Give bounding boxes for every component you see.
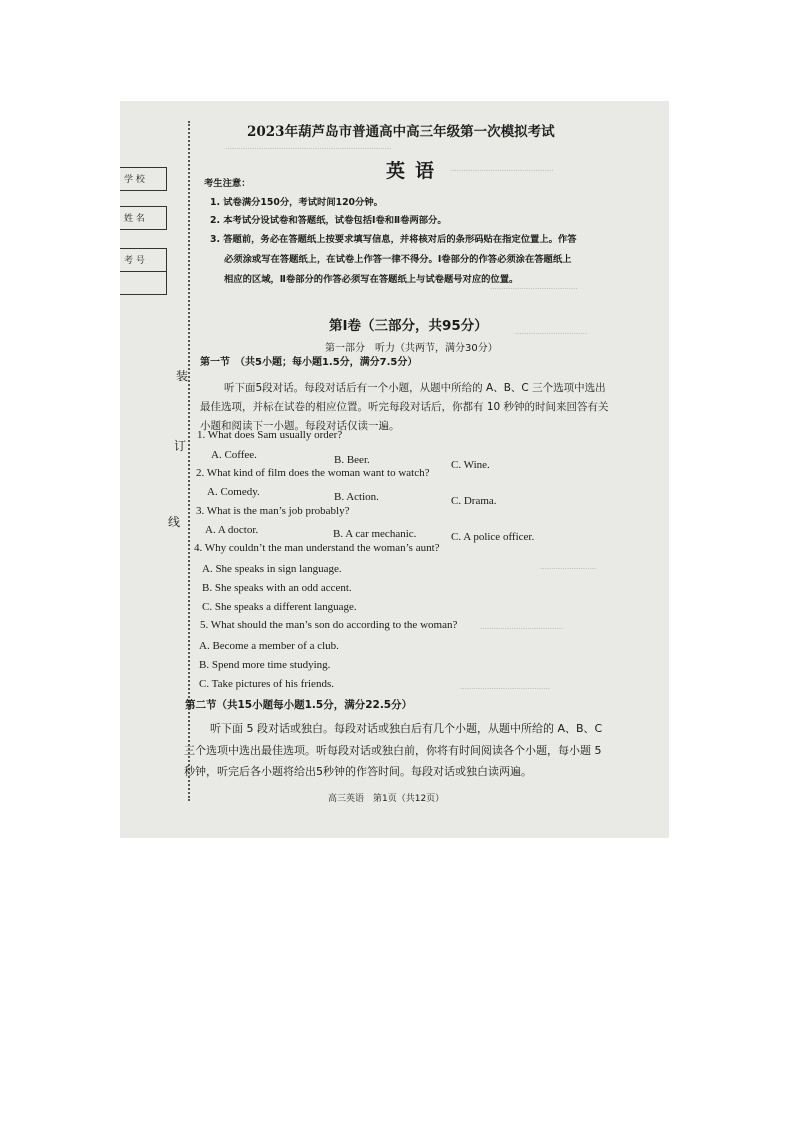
question-3: 3. What is the man’s job probably? [196,505,350,517]
bleed-through-text: .............................................. [450,163,554,173]
exam-title: 2023年葫芦岛市普通高中高三年级第一次模拟考试 [247,124,555,140]
question-2: 2. What kind of film does the woman want to watch? [196,467,430,479]
binding-mark-ding: 订 [174,439,187,453]
q2-option-a: A. Comedy. [207,486,260,498]
notice-item: 2. 本考试分设试卷和答题纸，试卷包括Ⅰ卷和Ⅱ卷两部分。 [210,215,447,226]
q2-option-b: B. Action. [334,491,379,503]
bleed-through-text: ......................... [540,561,597,571]
q4-option-c: C. She speaks a different language. [202,601,357,613]
question-1: 1. What does Sam usually order? [197,429,343,441]
section1-instruction: 听下面5段对话。每段对话后有一个小题，从题中所给的 A、B、C 三个选项中选出 [224,382,606,394]
section2-heading: 第二节（共15小题每小题1.5分，满分22.5分） [185,699,413,711]
page-footer: 高三英语 第1页（共12页） [328,794,445,804]
section2-instruction: 听下面 5 段对话或独白。每段对话或独白后有几个小题，从题中所给的 A、B、C [210,722,603,735]
q4-option-b: B. She speaks with an odd accent. [202,582,352,594]
bleed-through-text: ..................................... [480,621,564,631]
notice-heading: 考生注意： [204,178,251,189]
exam-page [120,101,669,838]
binding-mark-xian: 线 [168,515,181,529]
q5-option-c: C. Take pictures of his friends. [199,678,334,690]
subject-title: 英语 [386,160,445,182]
part-title: 第一部分 听力（共两节，满分30分） [325,343,498,354]
volume-title: 第Ⅰ卷（三部分，共95分） [329,318,488,334]
q4-option-a: A. She speaks in sign language. [202,563,342,575]
exam-number-box [120,248,167,272]
q1-option-b: B. Beer. [334,454,370,466]
q5-option-b: B. Spend more time studying. [199,659,331,671]
q5-option-a: A. Become a member of a club. [199,640,339,652]
blank-box [120,271,167,295]
q1-option-c: C. Wine. [451,459,490,471]
section1-heading: 第一节 （共5小题；每小题1.5分，满分7.5分） [200,357,418,368]
q3-option-a: A. A doctor. [205,524,259,536]
question-5: 5. What should the man’s son do according to the woman? [200,619,458,631]
notice-item: 必须涂或写在答题纸上，在试卷上作答一律不得分。Ⅰ卷部分的作答必须涂在答题纸上 [224,254,572,265]
section2-instruction: 秒钟，听完后各小题将给出5秒钟的作答时间。每段对话或独白读两遍。 [184,765,532,778]
q1-option-a: A. Coffee. [211,449,257,461]
bleed-through-text: .......................................................................... [225,141,392,151]
section1-instruction: 最佳选项，并标在试卷的相应位置。听完每段对话后，你都有 10 秒钟的时间来回答有关 [200,401,609,413]
question-4: 4. Why couldn’t the man understand the woman’s aunt? [194,542,440,554]
exam-number-label: 考 号 [124,256,145,266]
notice-item: 相应的区域，Ⅱ卷部分的作答必须写在答题纸上与试卷题号对应的位置。 [224,274,519,285]
notice-item: 3. 答题前，务必在答题纸上按要求填写信息，并将核对后的条形码贴在指定位置上。作答 [210,234,577,245]
q2-option-c: C. Drama. [451,495,497,507]
binding-mark-zhuang: 装 [176,369,189,383]
q3-option-c: C. A police officer. [451,531,535,543]
bleed-through-text: ................................ [515,326,587,336]
name-label: 姓 名 [124,214,145,224]
name-box [120,206,167,230]
bleed-through-text: ....................................... [490,281,578,291]
q3-option-b: B. A car mechanic. [333,528,417,540]
bleed-through-text: ........................................ [460,681,550,691]
notice-item: 1. 试卷满分150分，考试时间120分钟。 [210,197,383,208]
section2-instruction: 三个选项中选出最佳选项。听每段对话或独白前，你将有时间阅读各个小题，每小题 5 [184,744,602,757]
school-box [120,167,167,191]
section1-instruction: 小题和阅读下一小题。每段对话仅读一遍。 [200,420,400,432]
school-label: 学 校 [124,175,145,185]
